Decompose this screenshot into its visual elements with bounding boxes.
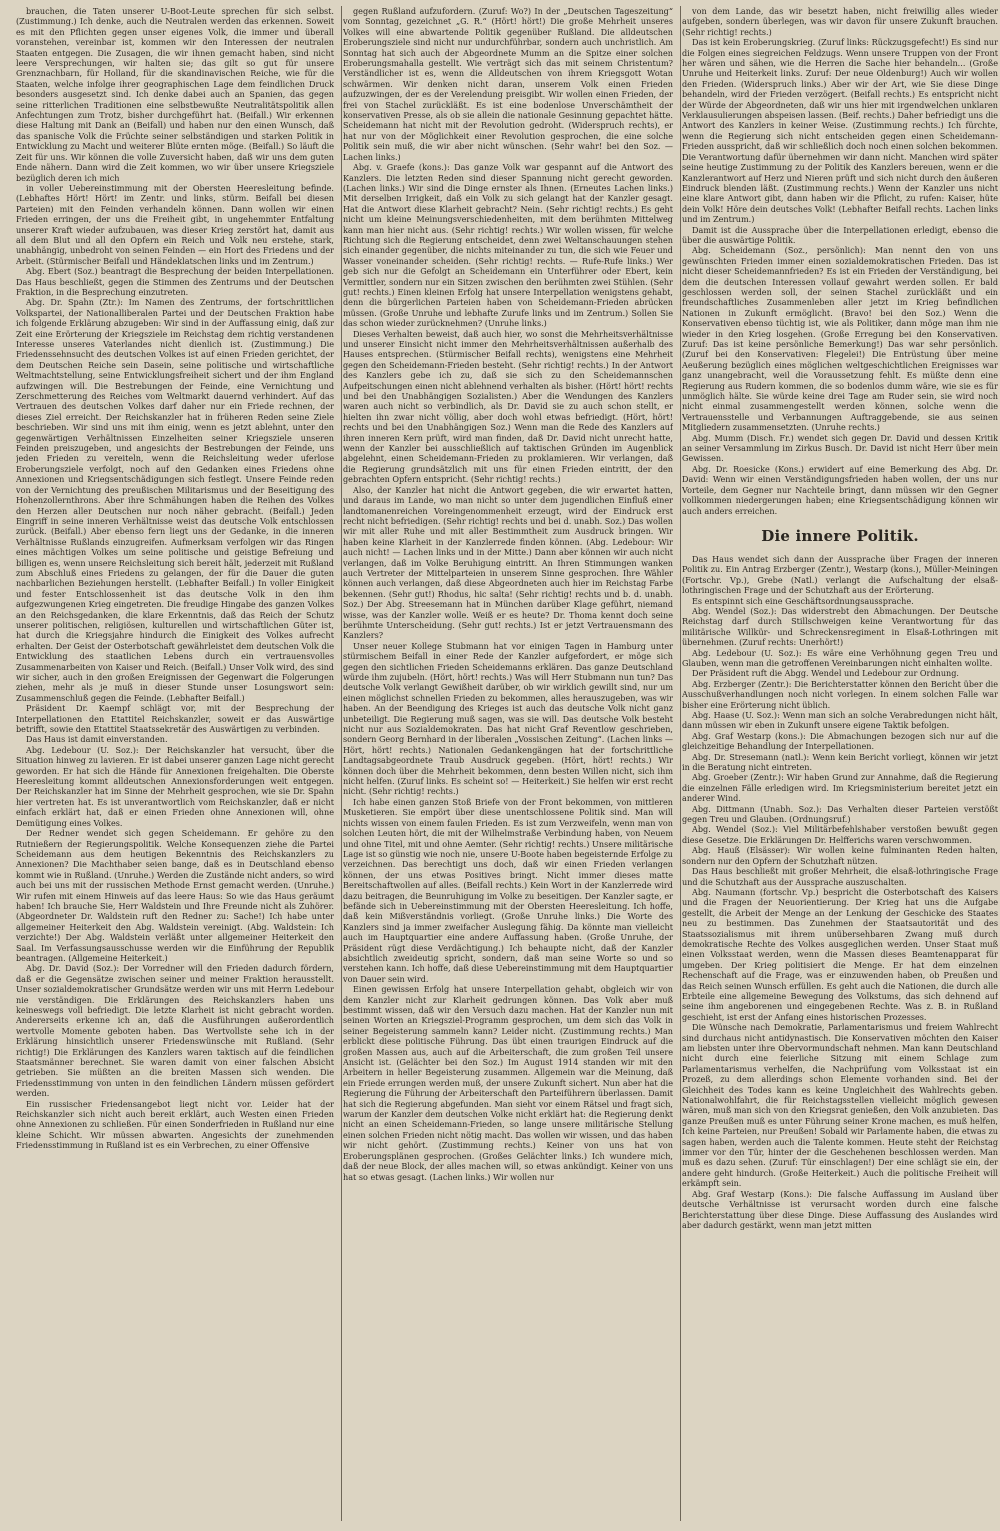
column-rule [680,6,681,1521]
paragraph: Damit ist die Aussprache über die Interpellationen erledigt, ebenso die über die auswärtige Politik. [682,224,998,245]
paragraph: Abg. Haase (U. Soz.): Wenn man sich an solche Verabredungen nicht hält, dann müssen wir eben in Zukunft unsere eigene Taktik befolgen. [682,710,998,731]
paragraph: Abg. Naumann (fortschr. Vp.) bespricht die Osterbotschaft des Kaisers und die Fragen der Neuorientierung. Der Krieg hat uns die Aufgabe gestellt, die Arbeit der Menge an der Lenkung der Geschicke des Staates neu zu bestimmen. Das Zunehmen der Staatsautorität und des Staatssozialismus mit ihrem unübersehbaren Zwang muß durch demokratische Rechte des Volkes ausgeglichen werden. Unser Staat muß einen Volksstaat werden, wenn die Massen dieses Beamtenapparat für umgeben. Der Krieg politisiert die Menge. Er hat dem einzelnen Rechenschaft auf die Frage, was er einzuwenden haben, ob Preußen und das Reich seinen Wunsch erfüllen. Es geht auch die Nationen, die durch alle Erbteile eine allgemeine Bewegung des Volkstums, das sich dehnend auf seine ihm angeborenen und eingegebenen Rechte. Was z. B. in Rußland geschieht, ist erst der Anfang eines historischen Prozesses. [682,886,998,1022]
paragraph: in voller Uebereinstimmung mit der Obersten Heeresleitung befinde. (Lebhaftes Hört! Hört! im Zentr. und links, stürm. Beifall bei diesen Parteien) mit den Feinden verhandeln können. Dann wollen wir einen Frieden erringen, der uns die Freiheit gibt, in ungehemmter Entfaltung unserer Kraft wieder aufzubauen, was dieser Krieg zerstört hat, damit aus all dem Blut und all den Opfern ein Reich und Volk neu erstehe, stark, unabhängig, unbedroht von seinen Feinden — ein Hort des Friedens und der Arbeit. (Stürmischer Beifall und Händeklatschen links und im Zentrum.) [16,182,334,266]
paragraph: Präsident Dr. Kaempf schlägt vor, mit der Besprechung der Interpellationen den Etattitel Reichskanzler, soweit er das Auswärtige betrifft, sowie den Etattitel Staatssekretär des Auswärtigen zu verbinden. [16,703,334,735]
paragraph: Das Haus beschließt mit großer Mehrheit, die elsaß-lothringische Frage und die Schutzhaft aus der Aussprache auszuschalten. [682,866,998,887]
paragraph: Abg. Hauß (Elsässer): Wir wollen keine fulminanten Reden halten, sondern nur den Opfern der Schutzhaft nützen. [682,845,998,866]
paragraph: gegen Rußland aufzufordern. (Zuruf: Wo?) In der „Deutschen Tageszeitung“ vom Sonntag, gezeichnet „G. R.“ (Hört! hört!) Die große Mehrheit unseres Volkes will eine abwartende Politik gegenüber Rußland. Die alldeutschen Eroberungsziele sind nicht nur undurchführbar, sondern auch unchristlich. Am Sonntag hat sich auch der Abgeordnete Mumm an die Spitze einer solchen Eroberungsmahalla gestellt. Wie verträgt sich das mit seinem Christentum? Verständlicher ist es, wenn die Alldeutschen von ihrem Kriegsgott Wotan schwärmen. Wir denken nicht daran, unserem Volk einen Frieden aufzuzwingen, der es der Verelendung preisgibt. Wir wollen einen Frieden, der frei von Stachel zurückläßt. Es ist eine bodenlose Unverschämtheit der konservativen Presse, als ob sie allein die nationale Gesinnung gepachtet hätte. Scheidemann hat nicht mit der Revolution gedroht. (Widerspruch rechts), er hat nur von der Möglichkeit einer Revolution gesprochen, die eine solche Politik sein muß, die wir aber nicht wünschen. (Sehr wahr! bei den Soz. — Lachen links.) [343,6,673,162]
paragraph: Die Wünsche nach Demokratie, Parlamentarismus und freiem Wahlrecht sind durchaus nicht antidynastisch. Die Konservativen möchten den Kaiser am liebsten unter ihre Obervormundschaft nehmen. Man kann Deutschland nicht durch eine feierliche Sitzung mit einem Schlage zum Parlamentarismus verhelfen, die Nachprüfung vom Volksstaat ist ein Prozeß, zu dem allerdings schon Elemente vorhanden sind. Bei der Gleichheit des Todes kann es keine Ungleichheit des Wahlrechts geben. Nationalwohlfahrt, die für Reichstagsstellen vielleicht möglich gewesen wären, muß man sich von den Kriegsrat genießen, den Volk anzubieten. Das ganze Preußen muß es unter Führung seiner Krone machen, es muß helfen, Ich keine Parteien, nur Preußen! Sobald wir Parlamente haben, die etwas zu sagen haben, werden auch die Talente kommen. Heute steht der Reichstag immer vor den Tür, hinter der die Geschehenen beschlossen werden. Man muß es dazu sehen. (Zuruf: Tür einschlagen!) Der eine schlägt sie ein, der andere geht hindurch. (Große Heiterkeit.) Auch die politische Freiheit will erkämpft sein. [682,1022,998,1189]
paragraph: Abg. Wendel (Soz.): Viel Militärbefehlshaber verstoßen bewußt gegen diese Gesetze. Die Erklärungen Dr. Helfferichs waren verschwommen. [682,824,998,845]
paragraph: Das Haus ist damit einverstanden. [26,734,168,745]
paragraph: Abg. Dittmann (Unabh. Soz.): Das Verhalten dieser Parteien verstößt gegen Treu und Glauben. (Ordnungsruf.) [682,803,998,825]
paragraph: Abg. Dr. Spahn (Ztr.): Im Namen des Zentrums, der fortschrittlichen Volkspartei, der Nationalliberalen Partei und der Deutschen Fraktion habe ich folgende Erklärung abzugeben: Wir sind in der Auffassung einig, daß zur Zeit eine Erörterung der Kriegsziele im Reichstag dem richtig verstandenen Interesse unseres Vaterlandes nicht dienlich ist. (Zustimmung.) Die Friedenssehnsucht des deutschen Volkes ist auf einen Frieden gerichtet, der dem Deutschen Reiche sein Dasein, seine politische und wirtschaftliche Weltmachtstellung, seine Entwicklungsfreiheit sichert und der ihm England aufzwingen will. Die Bestrebungen der Feinde, eine Vernichtung und Zerschmetterung des Reiches vom Weltmarkt dauernd verhindert. Auf das Vertrauen des deutschen Volkes darf daher nur ein Friede rechnen, der dieses Ziel erreicht. Der Reichskanzler hat in früheren Reden seine Ziele beschrieben. Wir sind uns mit ihm einig, wenn es jetzt ablehnt, unter den gegenwärtigen Verhältnissen Einzelheiten seiner Kriegsziele unseren Feinden preiszugeben, und angesichts der Bestrebungen der Feinde, uns jeden Frieden zu vereiteln, wenn die Reichsleitung weder uferlose Eroberungsziele verfolgt, noch auf den Gedanken eines Friedens ohne Annexionen und Kriegsentschädigungen sich festlegt. Unsere Feinde reden von der Vernichtung des preußischen Militarismus und der Beseitigung des Hohenzollernthrons. Aber ihre Schmähungen haben die Reihen des Volkes den Herzen aller Deutschen nur noch näher gebracht. (Beifall.) Jeden Eingriff in seine inneren Verhältnisse weist das deutsche Volk entschlossen zurück. (Beifall.) Aber ebenso fern liegt uns der Gedanke, in die inneren Verhältnisse Rußlands einzugreifen. Aufmerksam verfolgen wir das Ringen eines mächtigen Volkes um seine politische und geistige Befreiung und billigen es, wenn unsere Reichsleitung sich bereit hält, jederzeit mit Rußland zum Abschluß eines Friedens zu gelangen, der für die Dauer die guten nachbarlichen Beziehungen herstellt. (Lebhafter Beifall.) In voller Einigkeit und fester Entschlossenheit ist das deutsche Volk in den ihm aufgezwungenen Krieg eingetreten. Die freudige Hingabe des ganzen Volkes an den Reichsgedanken, die klare Erkenntnis, daß das Reich der Schutz unserer politischen, religiösen, kulturellen und wirtschaftlichen Güter ist, hat durch die Kriegsjahre hindurch die Einigkeit des Volkes aufrecht erhalten. Der Geist der Osterbotschaft gewährleistet dem deutschen Volk die Entwicklung des staatlichen Lebens durch ein vertrauensvolles Zusammenarbeiten von Kaiser und Reich. (Beifall.) Unser Volk wird, des sind wir sicher, auch in den großen Ereignissen der Gegenwart die Folgerungen ziehen, mehr als je muß in dieser Stunde unser Losungswort sein: Zusammenschluß gegen die Feinde. (Lebhafter Beifall.) [16,297,334,703]
paragraph: Abg. Ledebour (U. Soz.): Es wäre eine Verhöhnung gegen Treu und Glauben, wenn man die getroffenen Vereinbarungen nicht einhalten wollte. [682,647,998,668]
paragraph: Abg. Erzberger (Zentr.): Die Berichterstatter können den Bericht über die Ausschußverhandlungen noch nicht vorlegen. In einem solchen Falle war bisher eine Erörterung nicht üblich. [682,678,998,710]
column-middle [343,6,673,1521]
column-rule [341,6,342,1521]
paragraph: Abg. Mumm (Disch. Fr.) wendet sich gegen Dr. David und dessen Kritik an seiner Versammlung im Zirkus Busch. Dr. David ist nicht Herr über mein Gewissen. [682,432,998,464]
paragraph: Ein russischer Friedensangebot liegt nicht vor. Leider hat der Reichskanzler sich nicht auch bereit erklärt, auch Westen einen Frieden ohne Annexionen zu schließen. Für einen Sonderfrieden in Rußland nur eine kleine Schicht. Wir müssen abwarten. Angesichts der zunehmenden Friedensstimmung in Rußland ist es ein Verbrechen, zu einer Offensive [16,1098,334,1151]
paragraph: Unser neuer Kollege Stubmann hat vor einigen Tagen in Hamburg unter stürmischem Beifall in einer Rede der Kanzler aufgefordert, er möge sich gegen den sichtlichen Frieden Scheidemanns erklären. Das ganze Deutschland würde ihm zujubeln. (Hört, hört! rechts.) Was will Herr Stubmann nun tun? Das deutsche Volk verlangt Gewißheit darüber, ob wir wirklich gewillt sind, nur um einen möglichst schnellen Frieden zu bekommen, alles herauszugeben, was wir haben. An der Beendigung des Krieges ist auch das deutsche Volk nicht ganz unbeteiligt. Die Regierung muß sagen, was sie will. Das deutsche Volk besteht nicht nur aus Sozialdemokraten. Das hat nicht Graf Reventlow geschrieben, sondern Georg Bernhard in der liberalen „Vossischen Zeitung“. (Lachen links — Hört, hört! rechts.) Nationalen Gedankengängen hat der fortschrittliche Landtagsabgeordnete Traub Ausdruck gegeben. (Hört, hört! rechts.) Wir können doch über die Mehrheit bekommen, denn besten Willen nicht, sich ihm nicht helfen. (Zuruf links. Es scheint so! — Heiterkeit.) Sie helfen wir erst recht nicht. (Sehr richtig! rechts.) [343,640,673,797]
paragraph: brauchen, die Taten unserer U-Boot-Leute sprechen für sich selbst. (Zustimmung.) Ich denke, auch die Neutralen werden das erkennen. Soweit es mit den Pflichten gegen unser eigenes Volk, die immer und überall voranstehen, vereinbar ist, kommen wir den Interessen der neutralen Staaten entgegen. Die Zusagen, die wir ihnen gemacht haben, sind nicht leere Versprechungen, wir halten sie; das gilt so gut für unsere Grenznachbarn, für Holland, für die skandinavischen Reiche, wie für die Staaten, welche infolge ihrer geographischen Lage dem feindlichen Druck besonders ausgesetzt sind. Ich denke dabei auch an Spanien, das gegen seine ritterlichen Traditionen eine selbstbewußte Neutralitätspolitik allen Anfechtungen zum Trotz, bisher durchgeführt hat. (Beifall.) Wir erkennen diese Haltung mit Dank an (Beifall) und haben nur den einen Wunsch, daß das spanische Volk die Früchte seiner selbständigen und starken Politik in Entwicklung zu Macht und weiterer Blüte ernten möge. (Beifall.) So läuft die Zeit für uns. Wir können die volle Zuversicht haben, daß wir uns dem guten Ende nähern. Dann wird die Zeit kommen, wo wir über unsere Kriegsziele bezüglich deren ich mich [16,6,334,183]
paragraph: Abg. Groeber (Zentr.): Wir haben Grund zur Annahme, daß die Regierung die einzelnen Fälle erledigen wird. Im Kriegsministerium bereitet jetzt ein anderer Wind. [682,772,998,804]
section-heading: Die innere Politik. [761,526,919,545]
paragraph: Abg. Ledebour (U. Soz.): Der Reichskanzler hat versucht, über die Situation hinweg zu lavieren. Er ist dabei unserer ganzen Lage nicht gerecht geworden. Er hat sich die Hände für Annexionen freigehalten. Die Oberste Heeresleitung kommt alldeutschen Annexionsforderungen weit entgegen. Der Reichskanzler hat im Sinne der Mehrheit gesprochen, wie sie Dr. Spahn hier vertreten hat. Es ist unverantwortlich vom Reichskanzler, daß er nicht einfach erklärt hat, daß er einen Frieden ohne Annexionen will, ohne Demütigung eines Volkes. [16,744,334,828]
columns [16,6,998,1521]
paragraph: Abg. v. Graefe (kons.): Das ganze Volk war gespannt auf die Antwort des Kanzlers. Die letzten Reden sind dieser Spannung nicht gerecht geworden. (Lachen links.) Wir sind die Dinge ernster als Ihnen. (Erneutes Lachen links.) Mit derselben Irrigkeit, daß ein Volk zu sich gelangt hat der Kanzler gesagt. Hat die Antwort diese Klarheit gebracht? Nein. (Sehr richtig! rechts.) Es geht nicht um kleine Meinungsverschiedenheiten, mit dem berühmten Mittelweg kann man hier nicht aus. (Sehr richtig! rechts.) Wir wollen wissen, für welche Richtung sich die Regierung entscheidet, denn zwei Weltanschauungen stehen sich einander gegenüber, die nichts miteinander zu tun, die sich wie Feuer und Wasser voneinander scheiden. (Sehr richtig! rechts. — Rufe-Rufe links.) Wer geb sich nur die Gefolgt an Scheidemann ein Unterführer oder Ebert, kein Vermittler, sondern nur ein Sitzen zwischen den berühmten zwei Stühlen. (Sehr gut! rechts.) Einen kleinen Erfolg hat unsere Interpellation wenigstens gehabt, denn die bürgerlichen Parteien haben von Scheidemann-Frieden abrücken müssen. (Große Unruhe und lebhafte Zurufe links und im Zentrum.) Sollen Sie das schon wieder zurücknehmen? (Unruhe links.) [343,162,673,329]
paragraph: Das ist kein Eroberungskrieg. (Zuruf links: Rückzugsgefecht!) Es sind nur die Folgen eines siegreichen Feldzugs. Wenn unsere Truppen von der Front her wären und sähen, wie die Herren die Sache hier behandeln... (Große Unruhe und Heiterkeit links. Zuruf: Der neue Oldenburg!) Auch wir wollen den Frieden. (Widerspruch links.) Aber wir der Art, wie Sie diese Dinge behandeln, wird der Frieden verzögert. (Beifall rechts.) Es entspricht nicht der Würde der Abgeordneten, daß wir uns hier mit irgendwelchen unklaren Verklausulierungen abspeisen lassen. (Beif. rechts.) Daher befriedigt uns die Antwort des Kanzlers in keiner Weise. (Zustimmung rechts.) Ich fürchte, wenn die Regierung sich nicht entscheiden gegen einen Scheidemann-Frieden ausspricht, daß wir schließlich doch noch einen solchen bekommen. Die Verantwortung dafür übernehmen wir dann nicht. Manchen wird später seine heutige Zustimmung zu der Politik des Kanzlers bereuen, wenn er die Kanzlerantwort auf Herz und Nieren prüft und sich nicht durch den äußeren Eindruck blenden läßt. (Zustimmung rechts.) Wenn der Kanzler uns nicht eine klare Antwort gibt, dann haben wir die Pflicht, zu rufen: Kaiser, hüte dein Volk! Höre dein deutsches Volk! (Lebhafter Beifall rechts. Lachen links und im Zentrum.) [682,37,998,225]
paragraph: Abg. Ebert (Soz.) beantragt die Besprechung der beiden Interpellationen. Das Haus beschließt, gegen die Stimmen des Zentrums und der Deutschen Fraktion, in die Besprechung einzutreten. [16,266,334,297]
paragraph: von dem Lande, das wir besetzt haben, nicht freiwillig alles wieder aufgeben, sondern überlegen, was wir davon für unsere Zukunft brauchen. (Sehr richtig! rechts.) [682,6,998,37]
paragraph: Ich habe einen ganzen Stoß Briefe von der Front bekommen, von mittleren Musketieren. Sie empört über diese unentschlossene Politik sind. Man will nichts wissen von einem faulen Frieden. Es ist zum Verzweifeln, wenn man von solchen Leuten hört, die mit der Wilhelmstraße Verbindung haben, von Neuem und ohne Titel, mit und ohne Aemter. (Sehr richtig! rechts.) Unsere militärische Lage ist so günstig wie noch nie, unsere U-Boote haben begeisternde Erfolge zu verzeichnen. Das berechtigt uns doch, daß wir einen Frieden verlangen können, der uns etwas Positives bringt. Nicht immer dieses matte Bereitschaftwollen auf alles. (Beifall rechts.) Kein Wort in der Kanzlerrede wird dazu beitragen, die Beunruhigung im Volke zu beseitigen. Der Kanzler sagte, er befände sich in Uebereinstimmung mit der Obersten Heeresleitung. Ich hoffe, daß kein Mißverständnis vorliegt. (Große Unruhe links.) Die Worte des Kanzlers sind ja immer zweifacher Auslegung fähig. Da könnte man vielleicht auch im Hauptquartier eine andere Auffassung haben. (Große Unruhe, der Präsident rügt diese Verdächtigung.) Ich behaupte nicht, daß der Kanzler absichtlich zweideutig spricht, sondern, daß man seine Worte so und so verstehen kann. Ich hoffe, daß diese Uebereinstimmung mit dem Hauptquartier von Dauer sein wird. [343,796,673,984]
paragraph: Abg. Graf Westarp (kons.): Die Abmachungen bezogen sich nur auf die gleichzeitige Behandlung der Interpellationen. [682,730,998,752]
paragraph: Also, der Kanzler hat nicht die Antwort gegeben, die wir erwartet hatten, und daraus im Lande, wo man nicht so unter dem jugendlichen Einfluß einer landtomanenreichen Voreingenommenheit erzeugt, wird der Eindruck erst recht nicht befriedigen. (Sehr richtig! rechts und bei d. unabh. Soz.) Das wollen wir mit aller Ruhe und mit aller Bestimmtheit zum Ausdruck bringen. Wir haben keine Klarheit in der Kanzlerrede finden können. (Abg. Ledebour: Wir auch nicht! — Lachen links und in der Mitte.) Dann aber können wir auch nicht verlangen, daß im Volke Beruhigung eintritt. An Ihren Stimmungen wanken auch Vertreter der Mittelparteien in unserem Sinne gesprochen. Ihre Wähler können auch verlangen, daß diese Abgeordneten auch hier im Reichstag Farbe bekennen. (Sehr gut!) Rhodus, hic salta! (Sehr richtig! rechts und b. d. unabh. Soz.) Der Abg. Streesemann hat in München darüber Klage geführt, niemand wisse, was der Kanzler wolle. Weiß er es heute? Dr. Thoma kennt doch seine berühmte Unterscheidung. (Sehr gut! rechts.) Ist er jetzt Vertrauensmann des Kanzlers? [343,484,673,641]
paragraph: Der Präsident ruft die Abgg. Wendel und Ledebour zur Ordnung. [692,668,959,679]
paragraph: Abg. Dr. Stresemann (natl.): Wenn kein Bericht vorliegt, können wir jetzt in die Beratung nicht eintreten. [682,751,998,773]
paragraph: Abg. Graf Westarp (Kons.): Die falsche Auffassung im Ausland über deutsche Verhältnisse ist verursacht worden durch eine falsche Berichterstattung über diese Dinge. Diese Auffassung des Auslandes wird aber dadurch gestärkt, wenn man jetzt mitten [682,1188,998,1230]
paragraph: Das Haus wendet sich dann der Aussprache über Fragen der inneren Politik zu. Ein Antrag Erzberger (Zentr.), Westarp (kons.), Müller-Meiningen (Fortschr. Vp.), Grebe (Natl.) verlangt die Aufschaltung der elsaß-lothringischen Frage und der Schutzhaft aus der Erörterung. [682,553,998,596]
paragraph: Abg. Dr. David (Soz.): Der Vorredner will den Frieden dadurch fördern, daß er die Gegensätze zwischen seiner und meiner Fraktion herausstellt. Unser sozialdemokratischer Grundsätze werden wir uns mit Herrn Ledebour nie verständigen. Die Erklärungen des Reichskanzlers haben uns keineswegs voll befriedigt. Die letzte Klarheit ist nicht gebracht worden. Andererseits erkenne ich an, daß die Ausführungen außerordentlich wertvolle Momente geboten haben. Das Wertvollste sehe ich in der Erklärung hinsichtlich unserer Friedenswünsche mit Rußland. (Sehr richtig!) Die Erklärungen des Kanzlers waren taktisch auf die feindlichen Staatsmänner berechnet. Sie waren damit von einer falschen Absicht getrieben. Sie müßten an die breiten Massen sich wenden. Die Friedensstimmung von unten in den feindlichen Ländern müssen gefördert werden. [16,963,334,1099]
column-right [682,6,998,1521]
paragraph: Dieses Verhalten beweist, daß auch hier, wo sonst die Mehrheitsverhältnisse und unserer Einsicht nicht immer den Mehrheitsverhältnissen außerhalb des Hauses entsprechen. (Stürmischer Beifall rechts), wenigstens eine Mehrheit gegen den Scheidemann-Frieden besteht. (Sehr richtig! rechts.) In der Antwort des Kanzlers gebe ich zu, daß sie sich zu den Scheidemannschen Aufpeitschungen einen nicht ablehnend verhalten als bisher. (Hört! hört! rechts und bei den Unabhängigen Sozialisten.) Aber die Wendungen des Kanzlers waren auch nicht so verbindlich, als Dr. David sie zu auch schon stellt, er hielten ihn zwar nicht völlig, aber doch wohl etwas befriedigt. (Hört, hört! rechts und bei den Unabhängigen Soz.) Wenn man die Rede des Kanzlers auf ihren inneren Kern prüft, wird man finden, daß Dr. David nicht unrecht hatte, wenn der Kanzler bei ausschließlich auf taktischen Gründen im Augenblick abgelehnt, einen Scheidemann-Frieden zu proklamieren. Wir verlangen, daß die Regierung grundsätzlich mit uns für einen Frieden eintritt, der den gebrachten Opfern entspricht. (Sehr richtig! rechts.) [343,328,673,485]
paragraph: Es entspinnt sich eine Geschäftsordnungsaussprache. [692,595,914,606]
paragraph: Abg. Scheidemann (Soz., persönlich): Man nennt den von uns gewünschten Frieden immer einen sozialdemokratischen Frieden. Das ist nicht dieser Scheidemannfrieden? Es ist ein Frieden der Verständigung, bei dem die deutschen Interessen vollauf gewahrt werden sollen. Er bald geschlossen werden soll, der seinen Stachel zurückläßt und ein freundschaftliches Zusammenleben aller jetzt im Krieg befindlichen Nationen in Zukunft ermöglicht. (Bravo! bei den Soz.) Wenn die Konservativen ebenso tüchtig ist, wie als Politiker, dann möge man ihm nie wieder in den Krieg losgehen. (Große Erregung bei den Konservativen. Zuruf: Das ist keine persönliche Bemerkung!) Das war sehr persönlich. (Zuruf bei den Konservativen: Flegelei!) Die Entrüstung über meine Aeußerung bezüglich eines möglichen weltgeschichtlichen Ereignisses war ganz unangebracht, weil die Voraussetzung fehlt. Es müßte denn eine Regierung aus Rudern kommen, die so bodenlos dumm wäre, wie sie es für unmöglich hälte. Sie würde keine drei Tage am Ruder sein, sie wird noch nicht einmal zusammengestellt werden können, solche wenn die Vertrauensstelle und Verbannungen Auftraggebende, sie aus seinen Mitgliedern zusammensetzten. (Unruhe rechts.) [682,245,998,433]
paragraph: Abg. Dr. Roesicke (Kons.) erwidert auf eine Bemerkung des Abg. Dr. David: Wenn wir einen Verständigungsfrieden haben wollen, der uns nur Vorteile, dem Gegner nur Nachteile bringt, dann müssen wir den Gegner vollkommen niedergerungen haben; eine Kriegsentschädigung können wir auch anders erreichen. [682,463,998,516]
paragraph: Einen gewissen Erfolg hat unsere Interpellation gehabt, obgleich wir von dem Kanzler nicht zur Klarheit gedrungen können. Das Volk aber muß bestimmt wissen, daß wir den Versuch dazu machen. Hat der Kanzler nun mit seinen Worten an Kriegsziel-Programm gesprochen, um dem sich das Volk in seiner Begeisterung sammeln kann? Leider nicht. (Zustimmung rechts.) Man erblickt diese politische Führung. Das übt einen traurigen Eindruck auf die großen Massen aus, auch auf die Arbeiterschaft, die zum großen Teil unsere Ansicht ist. (Gelächter bei den Soz.) Im August 1914 standen wir mit den Arbeitern in heller Begeisterung zusammen. Allgemein war die Meinung, daß ein Friede errungen werden muß, der unsere Zukunft sichert. Nun aber hat die Regierung die Führung der Arbeiterschaft den Parteiführern überlassen. Damit hat sich die Regierung abgefunden. Man sieht vor einem Rätsel und fragt sich, warum der Kanzler dem deutschen Volke nicht erklärt hat: die Regierung denkt nicht an einen Scheidemann-Frieden, so lange unsere militärische Stellung einen solchen Frieden nicht nötig macht. Das wollen wir wissen, und das haben wir nicht gehört. (Zustimmung rechts.) Keiner von uns hat von Eroberungsplänen gesprochen. (Großes Gelächter links.) Ich wundere mich, daß der neue Block, der alles machen will, so etwas ankündigt. Keiner von uns hat so etwas gesagt. (Lachen links.) Wir wollen nur [343,984,673,1182]
paragraph: Der Redner wendet sich gegen Scheidemann. Er gehöre zu den Rutnießern der Regierungspolitik. Welche Konsequenzen ziehe die Partei Scheidemann aus dem heutigen Bekenntnis des Reichskanzlers zu Annexionen? Die Machthaber seien bange, daß es in Deutschland ebenso kommt wie in Rußland. (Unruhe.) Werden die Zustände nicht anders, so wird auch bei uns mit der russischen Methode Ernst gemacht werden. (Unruhe.) Wir rufen mit einem Hinweis auf das leere Haus: So wie das Haus geräumt haben! Ich brauche Sie, Herr Waldstein und Ihre Freunde nicht als Zuhörer. (Abgeordneter Dr. Waldstein ruft den Redner zu: Sache!) Ich habe unter allgemeiner Heiterkeit den Abg. Waldstein vereinigt. (Abg. Waldstein: Ich verzichte!) Der Abg. Waldstein verläßt unter allgemeiner Heiterkeit den Saal. Im Verfassungsausschusse werden wir die Einführung der Republik beantragen. (Allgemeine Heiterkeit.) [16,828,334,963]
column-left [16,6,334,1521]
paragraph: Abg. Wendel (Soz.): Das widerstrebt den Abmachungen. Der Deutsche Reichstag darf durch Stillschweigen keine Verantwortung für das militärische Willkür- und Schreckensregiment in Elsaß-Lothringen mit übernehmen. (Zuruf rechts: Unerhört!) [682,605,998,648]
